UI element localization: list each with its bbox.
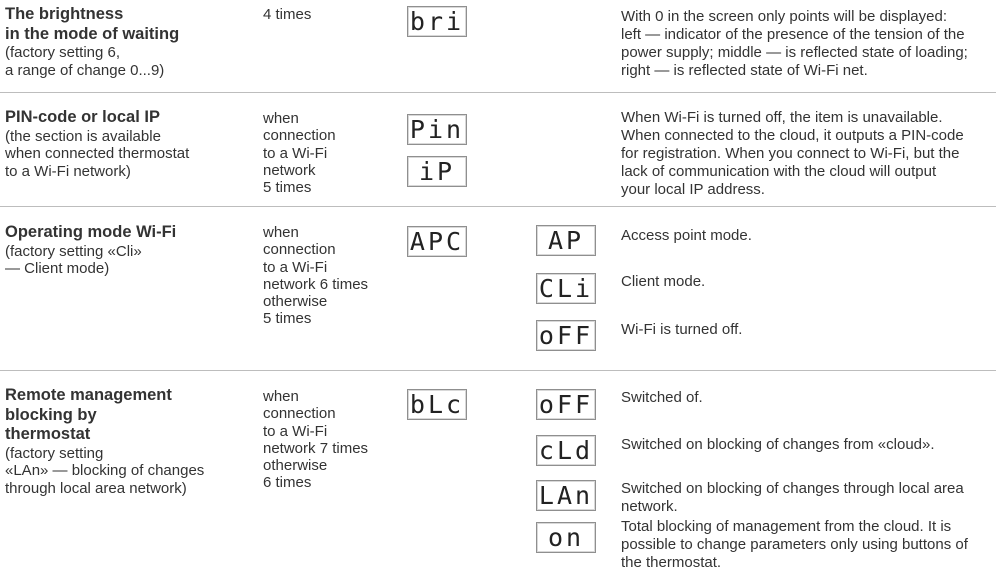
- option-lcd-display: on: [536, 522, 596, 553]
- option-description: [621, 518, 1001, 572]
- press-count-text: to a Wi-Fi: [263, 422, 328, 440]
- press-count-text: 4 times: [263, 6, 312, 23]
- parameter-name: [5, 223, 250, 278]
- press-count-text: 5 times: [263, 179, 312, 197]
- option-lcd-display: oFF: [536, 389, 596, 420]
- option-lcd-display: LAn: [536, 480, 596, 511]
- option-description: [621, 227, 1001, 245]
- option-description: [621, 436, 1001, 454]
- lcd-display: APC: [407, 226, 467, 257]
- press-count-text: network 6 times: [263, 275, 369, 293]
- press-count-text: 6 times: [263, 474, 312, 492]
- description-line: Total blocking of management from the cloud. It is: [621, 518, 952, 535]
- description-line: network.: [621, 498, 678, 515]
- option-lcd-display: AP: [536, 225, 596, 256]
- press-count-text: to a Wi-Fi: [263, 144, 328, 162]
- description-line: lack of communication with the cloud will output: [621, 163, 937, 180]
- row-divider: [0, 370, 996, 371]
- parameter-note: — Client mode): [5, 260, 110, 277]
- parameter-title: in the mode of waiting: [5, 24, 180, 43]
- press-count-text: connection: [263, 241, 336, 259]
- parameter-name: [5, 5, 250, 79]
- press-count: [263, 224, 393, 328]
- description-line: When connected to the cloud, it outputs a PIN-code: [621, 127, 964, 144]
- description-line: Access point mode.: [621, 227, 752, 244]
- parameter-title: The brightness: [5, 5, 124, 23]
- parameter-note: through local area network): [5, 479, 187, 497]
- option-lcd-display: CLi: [536, 273, 596, 304]
- parameter-title: thermostat: [5, 425, 91, 443]
- parameter-note: (factory setting: [5, 444, 104, 462]
- parameter-note: to a Wi-Fi network): [5, 162, 131, 180]
- press-count-text: otherwise: [263, 457, 328, 475]
- parameter-note: (factory setting «Cli»: [5, 242, 142, 260]
- description-line: With 0 in the screen only points will be displayed:: [621, 8, 948, 25]
- description-line: your local IP address.: [621, 181, 765, 198]
- press-count-text: network 7 times: [263, 439, 369, 457]
- description-line: possible to change parameters only using buttons of: [621, 536, 968, 553]
- press-count-text: when: [263, 224, 299, 241]
- option-description: [621, 321, 1001, 339]
- press-count: [263, 6, 393, 23]
- parameter-title: Remote management: [5, 386, 172, 404]
- lcd-display: bLc: [407, 389, 467, 420]
- description-line: Client mode.: [621, 273, 706, 290]
- parameter-name: [5, 386, 250, 497]
- parameter-note: «LAn» — blocking of changes: [5, 462, 205, 479]
- description-line: When Wi-Fi is turned off, the item is unavailable.: [621, 109, 943, 126]
- press-count-text: connection: [263, 127, 336, 145]
- press-count-text: 5 times: [263, 310, 312, 328]
- description-line: left — indicator of the presence of the tension of the: [621, 26, 965, 43]
- option-description: [621, 273, 1001, 291]
- description-line: right — is reflected state of Wi-Fi net.: [621, 62, 868, 79]
- option-lcd-display: cLd: [536, 435, 596, 466]
- lcd-display: Pin: [407, 114, 467, 145]
- lcd-display: iP: [407, 156, 467, 187]
- description-line: the thermostat.: [621, 554, 722, 571]
- parameter-note: when connected thermostat: [5, 145, 190, 162]
- press-count-text: network: [263, 161, 316, 179]
- description-line: Switched on blocking of changes through local area: [621, 480, 964, 497]
- press-count-text: connection: [263, 405, 336, 423]
- description-line: Wi-Fi is turned off.: [621, 321, 743, 338]
- parameter-title: Operating mode Wi-Fi: [5, 223, 177, 241]
- row-divider: [0, 206, 996, 207]
- parameter-description: [621, 8, 1001, 80]
- description-line: Switched of.: [621, 389, 703, 406]
- description-line: for registration. When you connect to Wi-Fi, but the: [621, 145, 960, 162]
- parameter-note: (the section is available: [5, 127, 161, 145]
- press-count-text: to a Wi-Fi: [263, 258, 328, 276]
- parameter-name: [5, 108, 250, 180]
- option-description: [621, 480, 1001, 516]
- press-count-text: when: [263, 388, 299, 405]
- press-count: [263, 110, 393, 196]
- option-lcd-display: oFF: [536, 320, 596, 351]
- parameter-note: (factory setting 6,: [5, 44, 121, 61]
- lcd-display: bri: [407, 6, 467, 37]
- parameter-title: blocking by: [5, 405, 97, 424]
- option-description: [621, 389, 1001, 407]
- press-count: [263, 388, 393, 492]
- parameter-description: [621, 109, 1001, 199]
- parameter-note: a range of change 0...9): [5, 61, 165, 79]
- description-line: Switched on blocking of changes from «cloud».: [621, 436, 935, 453]
- parameter-title: PIN-code or local IP: [5, 108, 160, 126]
- row-divider: [0, 92, 996, 93]
- description-line: power supply; middle — is reflected state of loading;: [621, 44, 968, 61]
- press-count-text: otherwise: [263, 293, 328, 311]
- press-count-text: when: [263, 110, 299, 127]
